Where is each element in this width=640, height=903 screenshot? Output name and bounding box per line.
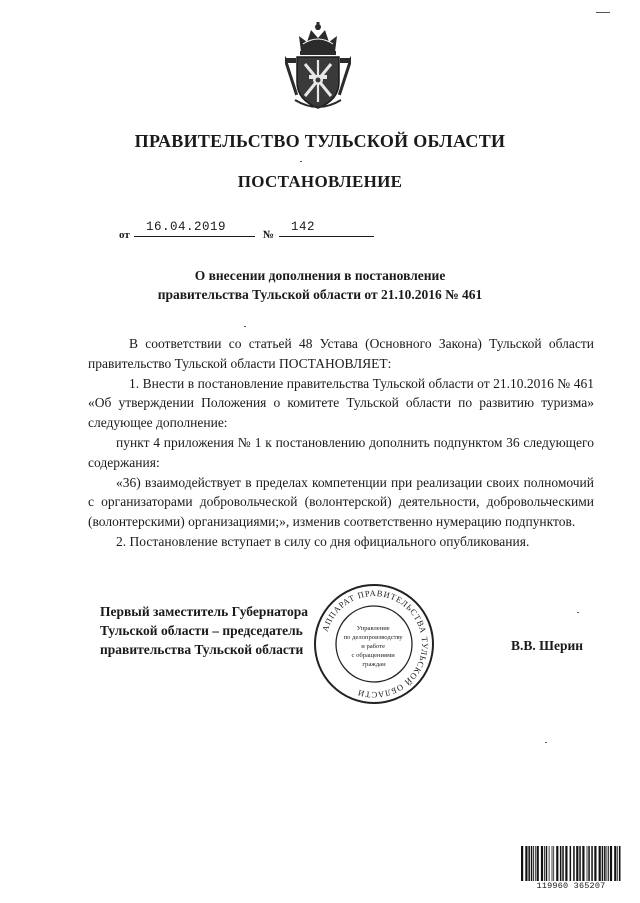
signatory-position-line: правительства Тульской области [100,642,304,657]
document-body [88,334,594,552]
body-paragraph: «36) взаимодействует в пределах компетенции при реализации своих полномочий с организаторами добровольческой (волонтерской) деятельности, добровольческими (волонтерскими) организациями;», изменив соответственно нумерацию подпунктов. [88,474,594,530]
signatory-position-line: Тульской области – председатель [100,623,303,638]
stamp-inner-line: граждан [362,661,386,668]
official-stamp [312,582,436,706]
signatory-position [100,602,308,659]
scan-speck [244,326,246,327]
organization-title: ПРАВИТЕЛЬСТВО ТУЛЬСКОЙ ОБЛАСТИ [134,131,506,151]
signatory-name: В.В. Шерин [511,638,584,653]
stamp-inner-line: Управление [356,625,390,632]
subject-line: правительства Тульской области от 21.10.2016 № 461 [157,287,483,302]
scan-speck [577,612,579,613]
barcode-number: 119960 365207 [519,881,623,891]
tula-coat-of-arms-icon [285,22,351,112]
scan-speck [300,161,302,162]
body-paragraph: пункт 4 приложения № 1 к постановлению дополнить подпунктом 36 следующего содержания: [88,434,594,470]
svg-text:Управление по делопроизв [344,625,405,668]
stamp-ring-text: АППАРАТ ПРАВИТЕЛЬСТВА ТУЛЬСКОЙ ОБЛАСТИ [319,587,431,701]
document-number: 142 [291,220,316,234]
document-date: 16.04.2019 [146,220,227,234]
date-prefix: от [119,229,130,241]
number-prefix: № [263,229,275,241]
number-underline [279,236,374,237]
body-paragraph: 2. Постановление вступает в силу со дня официального опубликования. [116,533,530,549]
scan-speck [596,12,610,13]
body-paragraph: 1. Внести в постановление правительства Тульской области от 21.10.2016 № 461 «Об утверждении Положения о комитете Тульской области по развитию туризма» следующее дополнение: [88,375,594,431]
document-subject [0,266,640,304]
document-type-title: ПОСТАНОВЛЕНИЕ [237,172,403,191]
date-underline [134,236,255,237]
stamp-inner-line: по делопроизводству [343,634,403,641]
signatory-position-line: Первый заместитель Губернатора [100,604,308,619]
stamp-inner-line: с обращениями [351,652,395,659]
subject-line: О внесении дополнения в постановление [194,268,446,283]
stamp-inner-line: и работе [361,643,386,650]
scan-speck [545,742,547,743]
body-paragraph: В соответствии со статьей 48 Устава (Основного Закона) Тульской области правительство Тульской области ПОСТАНОВЛЯЕТ: [88,336,594,371]
